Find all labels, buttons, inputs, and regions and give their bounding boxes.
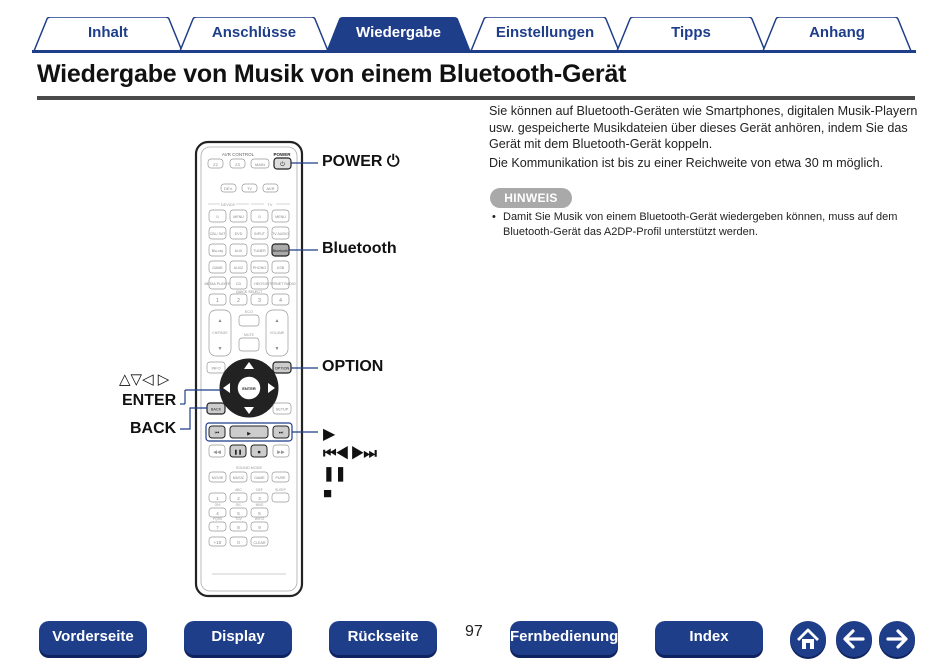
intro-paragraph-1: Sie können auf Bluetooth-Geräten wie Smartphones, digitalen Musik-Playern usw. gespeicherte Musikdateien über dieses Gerät anhören, indem Sie das Gerät mit dem Bluetooth-Gerät koppeln. (489, 104, 918, 151)
remote-key-3: 3 (258, 496, 261, 501)
remote-abc: ABC (235, 488, 242, 492)
remote-pure: PURE (275, 476, 286, 480)
tab-tipps[interactable]: Tipps (616, 17, 766, 52)
remote-main: MAIN (255, 162, 265, 167)
nav-fernbedienung-button[interactable]: Fernbedienung (510, 621, 618, 655)
remote-option-text: OPTION (274, 366, 290, 371)
svg-text:▲: ▲ (217, 318, 223, 324)
arrow-left-icon (836, 621, 872, 657)
svg-text:⏻: ⏻ (258, 215, 261, 219)
label-option: OPTION (322, 358, 384, 375)
remote-heos: HEOS (254, 282, 265, 286)
remote-volume: VOLUME (269, 331, 285, 335)
label-back: BACK (130, 420, 177, 437)
nav-rueckseite-button[interactable]: Rückseite (329, 621, 437, 655)
svg-text:▶▶: ▶▶ (277, 449, 285, 456)
remote-eco: ECO (244, 310, 254, 314)
remote-key-8: 8 (237, 525, 240, 530)
remote-internet: INTERNET RADIO (265, 282, 296, 286)
svg-text:■: ■ (257, 449, 261, 456)
pause-icon: ❚❚ (323, 465, 347, 481)
remote-dvd: DVD (234, 232, 243, 236)
remote-media: MEDIA PLAYER (204, 282, 231, 286)
remote-setup: SETUP (275, 407, 289, 412)
remote-key-7: 7 (216, 525, 219, 530)
remote-key-9: 9 (258, 525, 261, 530)
page-title: Wiedergabe von Musik von einem Bluetooth-Gerät (37, 60, 627, 88)
home-button[interactable] (790, 621, 826, 657)
remote-dev: DEV. (224, 186, 233, 191)
note-badge: HINWEIS (490, 188, 572, 208)
nav-index-button[interactable]: Index (655, 621, 763, 655)
tab-inhalt[interactable]: Inhalt (33, 17, 183, 52)
power-icon: ⏻ (386, 153, 400, 170)
remote-usb: USB (276, 266, 285, 270)
remote-sleep: SLEEP (275, 488, 286, 492)
remote-key-4: 4 (216, 511, 219, 516)
remote-power-text: POWER (273, 152, 291, 157)
remote-key-clear: CLEAR (253, 541, 266, 545)
label-power: POWER ⏻ (322, 153, 400, 170)
remote-key-0: 0 (237, 540, 240, 545)
remote-key-plus10: +10 (213, 540, 222, 545)
svg-text:⏻: ⏻ (280, 162, 285, 168)
back-arrow-button[interactable] (836, 621, 872, 657)
remote-mno: MNO (255, 503, 264, 507)
remote-jkl: JKL (235, 503, 242, 507)
remote-device-label: DEVICE (220, 203, 236, 207)
tab-wiedergabe[interactable]: Wiedergabe (325, 17, 472, 52)
remote-aux: AUX (234, 249, 243, 253)
stop-icon: ■ (323, 485, 333, 502)
remote-quick-4: 4 (279, 298, 282, 304)
nav-vorderseite-button[interactable]: Vorderseite (39, 621, 147, 655)
remote-bluray: Blu-ray (211, 249, 224, 253)
home-icon (790, 621, 826, 657)
label-bluetooth: Bluetooth (322, 240, 397, 257)
remote-music: MUSIC (232, 476, 245, 480)
svg-text:▶: ▶ (247, 431, 251, 437)
remote-z2: Z2 (213, 162, 218, 167)
forward-arrow-button[interactable] (879, 621, 915, 657)
remote-z3: Z3 (235, 162, 240, 167)
svg-text:CH/PAGE: CH/PAGE (212, 331, 228, 335)
remote-input: INPUT (254, 232, 265, 236)
tab-anschluesse[interactable]: Anschlüsse (179, 17, 329, 52)
remote-quick-select: QUICK SELECT (235, 290, 263, 294)
remote-menu-1: MENU (233, 215, 244, 219)
remote-key-6: 6 (258, 511, 261, 516)
remote-avr: AVR (266, 186, 275, 191)
play-icon: ▶ (323, 426, 336, 443)
remote-tv: TV (246, 186, 253, 191)
remote-avr-control-text: AVR CONTROL (221, 152, 255, 157)
remote-quick-2: 2 (237, 298, 240, 304)
svg-text:⏮: ⏮ (214, 430, 220, 436)
remote-pqrs: PQRS (212, 517, 223, 521)
remote-def: DEF (256, 488, 263, 492)
page-number: 97 (465, 623, 483, 640)
remote-menu-2: MENU (275, 215, 286, 219)
remote-game-mode: GAME (254, 476, 265, 480)
remote-quick-1: 1 (216, 298, 219, 304)
remote-wxyz: WXYZ (254, 517, 265, 521)
note-text: Damit Sie Musik von einem Bluetooth-Gerät wiedergeben können, muss auf dem Bluetooth-Gerät das A2DP-Profil unterstützt werden. (503, 211, 898, 238)
svg-text:▲: ▲ (274, 318, 280, 324)
tab-anhang[interactable]: Anhang (762, 17, 912, 52)
remote-bt-text: Bluetooth (272, 249, 289, 253)
svg-text:◀◀: ◀◀ (213, 449, 221, 456)
nav-display-button[interactable]: Display (184, 621, 292, 655)
skip-icons: ⏮◀ ▶⏭ (323, 445, 376, 462)
remote-back-text: BACK (210, 407, 222, 412)
remote-tv-section-label: TV (267, 203, 273, 207)
remote-ghi: GHI (214, 503, 221, 507)
bullet-icon: • (492, 211, 496, 223)
remote-tuv: TUV (235, 517, 242, 521)
remote-tv-audio: TV AUDIO (272, 232, 289, 236)
svg-text:⏻: ⏻ (216, 215, 219, 219)
remote-movie: MOVIE (211, 476, 224, 480)
svg-text:▼: ▼ (274, 346, 280, 352)
remote-tuner: TUNER (253, 249, 266, 253)
remote-aux2: AUX2 (233, 266, 244, 270)
svg-text:⏭: ⏭ (278, 430, 284, 436)
remote-cbl: CBL/ SAT (209, 232, 226, 236)
arrow-right-icon (879, 621, 915, 657)
remote-quick-3: 3 (258, 298, 261, 304)
remote-enter-text: ENTER (242, 386, 256, 391)
remote-phono: PHONO (252, 266, 267, 270)
intro-paragraph-2: Die Kommunikation ist bis zu einer Reichweite von etwa 30 m möglich. (489, 155, 884, 170)
remote-game: GAME (212, 266, 223, 270)
svg-text:❚❚: ❚❚ (233, 449, 243, 456)
remote-key-1: 1 (216, 496, 219, 501)
svg-text:▼: ▼ (217, 346, 223, 352)
label-arrows: △▽◁ ▷ (119, 371, 170, 388)
remote-cd: CD (235, 282, 242, 286)
remote-info: INFO (211, 366, 221, 371)
tab-einstellungen[interactable]: Einstellungen (470, 17, 620, 52)
remote-sound-mode: SOUND MODE (235, 466, 263, 470)
label-enter: ENTER (122, 392, 177, 409)
remote-key-2: 2 (237, 496, 240, 501)
remote-mute: MUTE (244, 333, 254, 337)
remote-key-5: 5 (237, 511, 240, 516)
